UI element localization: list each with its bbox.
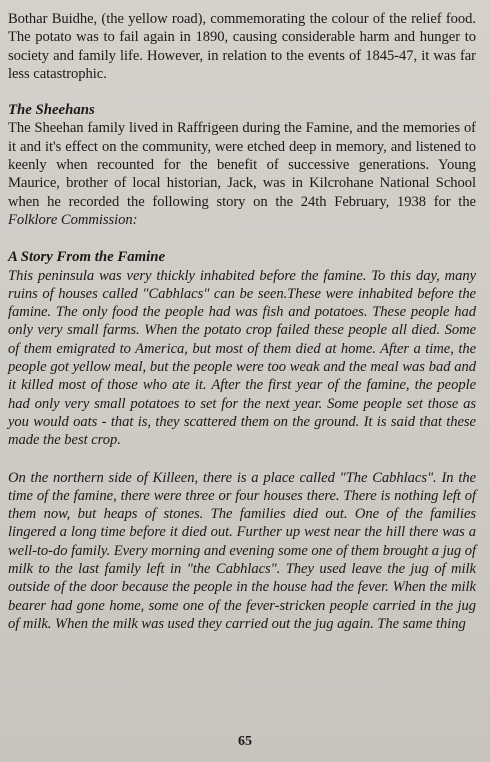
intro-paragraph: Bothar Buidhe, (the yellow road), commemorating the colour of the relief food. The potato was to fail again in 1890, causing considerable harm and hunger to society and family life. However, in relation to the events of 1845-47, it was far less catastrophic. xyxy=(8,11,476,82)
section-heading-sheehans: The Sheehans xyxy=(8,102,95,119)
sheehans-paragraph-text: The Sheehan family lived in Raffrigeen during the Famine, and the memories of it and it's effect on the community, were etched deep in memory, and listened to keenly when recounted for the benefit of successive generations. Young Maurice, brother of local historian, Jack, was in Kilcrohane National School when he recorded the following story on the 24th February, 1938 for the xyxy=(8,120,476,210)
folklore-commission-text: Folklore Commission: xyxy=(8,211,138,228)
sheehans-paragraph xyxy=(8,119,476,229)
story-heading: A Story From the Famine xyxy=(8,249,166,266)
story-paragraph-2: On the northern side of Killeen, there is a place called "The Cabhlacs". In the time of the famine, there were three or four houses there. There is nothing left of them now, but heaps of stones. The families died out. One of the families lingered a long time before it died out. Further up west near the hill there was a well-to-do family. Every morning and evening some one of them brought a jug of milk to the last family left in "the Cabhlacs". They used leave the jug of milk outside of the door because the people in the house had the fever. When the milk bearer had gone home, some one of the fever-stricken people carried in the jug of milk. When the milk was used they carried out the jug again. The same thing xyxy=(8,469,476,632)
spacer xyxy=(8,83,476,101)
page-number: 65 xyxy=(238,734,252,749)
spacer xyxy=(8,229,476,248)
story-paragraph-1: This peninsula was very thickly inhabited before the famine. To this day, many ruins of houses called "Cabhlacs" can be seen.These were inhabited before the famine. The only food the people had was fish and potatoes. These people had only very small farms. When the potato crop failed these people all died. Some of them emigrated to America, but most of them died at home. After a time, the people got yellow meal, but the people were too weak and the meal was bad and it killed most of those who ate it. After the first year of the famine, the people had only very small potatoes to set for the next year. Some people set those as you would oats - that is, they scattered them on the ground. It is said that these made the best crop. xyxy=(8,267,476,449)
spacer xyxy=(8,450,476,469)
